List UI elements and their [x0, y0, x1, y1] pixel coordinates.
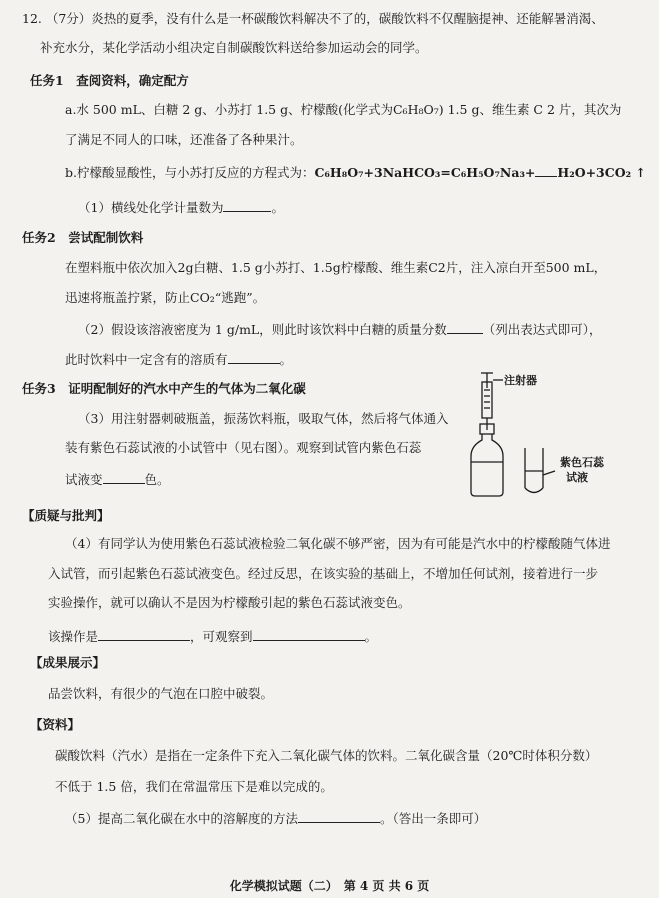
coefficient-blank[interactable] [535, 164, 557, 177]
q4-operation-blank[interactable] [98, 628, 190, 641]
question-2-line-2: 此时饮料中一定含有的溶质有 。 [65, 352, 293, 367]
q2-line2-text: 此时饮料中一定含有的溶质有 [65, 352, 228, 367]
question-3-line-1: （3）用注射器刺破瓶盖，振荡饮料瓶，吸取气体，然后将气体通入 [78, 411, 449, 426]
litmus-label-line-2: 试液 [566, 471, 588, 484]
q4-observe-label: ，可观察到 [190, 629, 253, 644]
plastic-bottle [471, 434, 503, 496]
b-equation-post: H₂O+3CO₂ ↑ [557, 165, 646, 180]
q1-text: （1）横线处化学计量数为 [78, 200, 224, 215]
syringe-test-tube-diagram [455, 368, 615, 503]
test-tube-bottom [525, 488, 543, 493]
q2-text: （2）假设该溶液密度为 1 g/mL，则此时该饮料中白糖的质量分数 [78, 322, 447, 337]
task1-a-line-1: a.水 500 mL、白糖 2 g、小苏打 1.5 g、柠檬酸(化学式为C₆H₈O₇) 1.5 g、维生素 C 2 片，其次为 [65, 102, 622, 117]
task2-line-1: 在塑料瓶中依次加入2g白糖、1.5 g小苏打、1.5g柠檬酸、维生素C2片，注入凉白开至500 mL， [65, 260, 607, 275]
q5-text: （5）提高二氧化碳在水中的溶解度的方法 [65, 811, 298, 826]
section-results: 【成果展示】 [30, 655, 106, 670]
info-line-2: 不低于 1.5 倍，我们在常温常压下是难以完成的。 [55, 779, 333, 794]
question-4-line-4: 该操作是 ，可观察到 。 [48, 629, 378, 644]
page-footer: 化学模拟试题（二） 第 4 页 共 6 页 [229, 879, 430, 893]
litmus-pointer [543, 471, 555, 475]
b-line-text: b.柠檬酸显酸性，与小苏打反应的方程式为： [65, 165, 315, 180]
q2-tail: （列出表达式即可）， [482, 322, 602, 337]
task3-title: 任务3 证明配制好的汽水中产生的气体为二氧化碳 [22, 381, 306, 396]
task1-a-line-2: 了满足不同人的口味，还准备了各种果汁。 [65, 132, 303, 147]
question-intro-line-2: 补充水分，某化学活动小组决定自制碳酸饮料送给参加运动会的同学。 [40, 40, 428, 55]
q3-line3-post: 色。 [144, 472, 170, 487]
task2-title: 任务2 尝试配制饮料 [22, 230, 144, 245]
q1-answer-blank[interactable] [223, 199, 271, 212]
q3-line3-pre: 试液变 [65, 472, 103, 487]
question-4-line-1: （4）有同学认为使用紫色石蕊试液检验二氧化碳不够严密，因为有可能是汽水中的柠檬酸随气体进 [65, 536, 611, 551]
q4-observe-blank[interactable] [253, 628, 365, 641]
task2-line-2: 迅速将瓶盖拧紧，防止CO₂“逃跑”。 [65, 290, 266, 305]
question-3-line-3 [65, 471, 170, 487]
question-5 [65, 810, 486, 826]
question-4-line-2: 入试管，而引起紫色石蕊试液变色。经过反思，在该实验的基础上，不增加任何试剂，接着进行一步 [48, 566, 599, 581]
syringe-label: 注射器 [504, 374, 537, 387]
q5-answer-blank[interactable] [298, 810, 380, 823]
litmus-label-line-1: 紫色石蕊 [560, 456, 604, 469]
b-equation-pre: C₆H₈O₇+3NaHCO₃=C₆H₅O₇Na₃+ [314, 165, 536, 180]
question-4-line-3: 实验操作，就可以确认不是因为柠檬酸引起的紫色石蕊试液变色。 [48, 595, 411, 610]
q3-color-blank[interactable] [103, 471, 145, 484]
q5-tail: 。（答出一条即可） [379, 811, 487, 826]
section-info: 【资料】 [30, 717, 81, 732]
section-question-critique: 【质疑与批判】 [22, 508, 110, 523]
results-text: 品尝饮料，有很少的气泡在口腔中破裂。 [48, 686, 274, 701]
task1-b-line [65, 164, 646, 180]
q2-solute-blank[interactable] [228, 351, 280, 364]
info-line-1: 碳酸饮料（汽水）是指在一定条件下充入二氧化碳气体的饮料。二氧化碳含量（20℃时体积分数） [55, 748, 598, 763]
task1-title: 任务1 查阅资料，确定配方 [30, 73, 189, 88]
q2-answer-blank[interactable] [447, 321, 483, 334]
question-1: （1）横线处化学计量数为 。 [78, 200, 284, 215]
question-intro-line-1: 12. （7分）炎热的夏季，没有什么是一杯碳酸饮料解决不了的，碳酸饮料不仅醒脑提神、还能解暑消渴、 [22, 11, 604, 26]
q4-operation-label: 该操作是 [48, 629, 99, 644]
question-3-line-2: 装有紫色石蕊试液的小试管中（见右图）。观察到试管内紫色石蕊 [65, 440, 422, 455]
question-2 [78, 321, 602, 337]
